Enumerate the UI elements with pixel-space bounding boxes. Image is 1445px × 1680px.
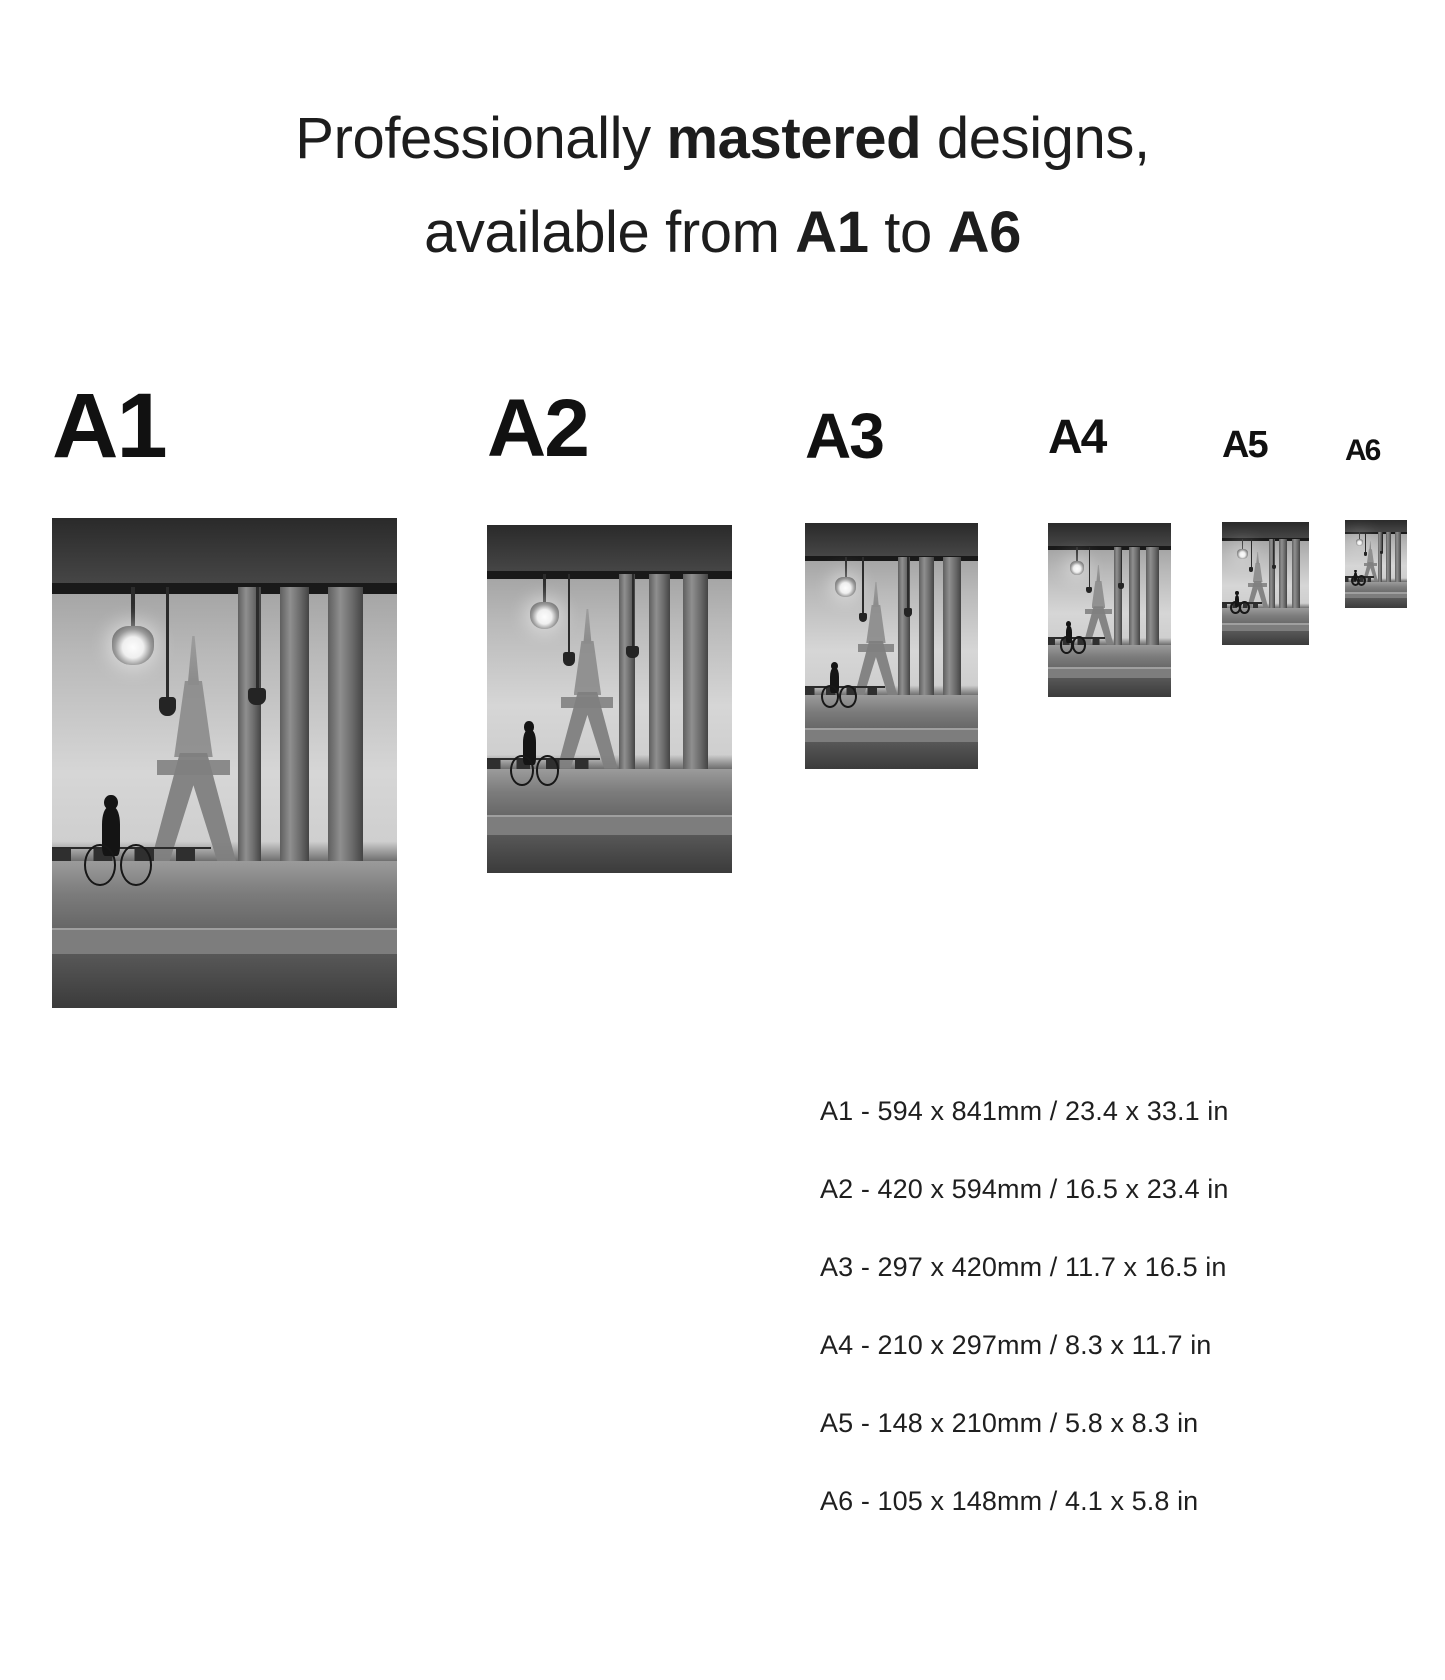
eiffel-tower (145, 636, 242, 861)
eiffel-tower-photo (1048, 523, 1171, 697)
bridge-pillar (1146, 547, 1158, 655)
headline-line-2 (0, 186, 1445, 280)
size-item-a4[interactable] (1048, 380, 1178, 720)
dimension-row-a3: A3 - 297 x 420mm / 11.7 x 16.5 in (820, 1252, 1227, 1282)
hanging-fixture (1273, 539, 1274, 566)
tower-middle (866, 605, 885, 643)
cyclist (1351, 572, 1363, 586)
tower-top (1096, 565, 1100, 583)
bridge-pillar (1279, 539, 1286, 615)
eiffel-tower-photo (805, 523, 978, 769)
dimension-row-a4: A4 - 210 x 297mm / 8.3 x 11.7 in (820, 1330, 1212, 1360)
bicycle-wheel (821, 685, 839, 708)
eiffel-tower-photo (487, 525, 732, 873)
size-item-a6[interactable] (1345, 380, 1415, 650)
bicycle-wheel (1072, 636, 1086, 653)
size-label-a4: A4 (1048, 411, 1106, 464)
bicycle-wheel (510, 755, 534, 786)
bridge-deck (52, 518, 397, 594)
bridge-deck (1222, 522, 1309, 541)
bridge-pillar (683, 574, 708, 790)
eiffel-tower-photo (52, 518, 397, 1008)
tower-middle (1367, 549, 1374, 563)
road-kerb (805, 728, 978, 742)
cyclist (1059, 626, 1084, 654)
bicycle-wheel (1060, 636, 1074, 653)
eiffel-tower (1081, 565, 1115, 645)
poster-preview-a6[interactable] (1345, 520, 1407, 608)
eiffel-tower (553, 609, 622, 769)
dimension-row-a1: A1 - 594 x 841mm / 23.4 x 33.1 in (820, 1096, 1229, 1126)
tower-top (188, 636, 200, 686)
bridge-pillar (328, 587, 363, 891)
hanging-fixture (907, 557, 909, 611)
bridge-pillar (280, 587, 309, 891)
bicycle-wheel (839, 685, 857, 708)
headline-text-bold-a1: A1 (795, 199, 869, 265)
lamp-cord (543, 574, 546, 605)
bridge-deck (487, 525, 732, 579)
size-label-a2: A2 (487, 383, 588, 474)
size-item-a5[interactable] (1222, 380, 1317, 680)
tower-middle (574, 641, 601, 695)
poster-preview-a2[interactable] (487, 525, 732, 873)
hanging-fixture (1121, 547, 1122, 585)
poster-preview-a1[interactable] (52, 518, 397, 1008)
tower-top (583, 609, 591, 644)
bridge-deck (805, 523, 978, 561)
bridge-pillar (1395, 532, 1401, 587)
size-label-a1: A1 (52, 375, 166, 477)
road-kerb (1222, 623, 1309, 631)
tower-top (1256, 552, 1259, 564)
tower-middle (1253, 563, 1263, 582)
size-label-a6: A6 (1345, 434, 1380, 467)
poster-preview-a5[interactable] (1222, 522, 1309, 645)
bridge-pillar (1129, 547, 1139, 655)
bridge-deck (1048, 523, 1171, 550)
cyclist (509, 730, 558, 786)
headline-text-2a: available from (424, 199, 796, 265)
size-label-a3: A3 (805, 400, 883, 472)
road-kerb (1048, 667, 1171, 678)
headline-text-1a: Professionally (295, 106, 667, 171)
tower-middle (1092, 581, 1106, 608)
size-item-a2[interactable] (487, 380, 747, 850)
page-title (0, 92, 1445, 280)
headline-text-1b: designs, (921, 106, 1150, 171)
cyclist (821, 668, 856, 707)
bicycle-wheel (536, 755, 560, 786)
road-kerb (1345, 592, 1407, 598)
poster-preview-a3[interactable] (805, 523, 978, 769)
eiffel-tower-photo (1345, 520, 1407, 608)
headline-text-bold-a6: A6 (947, 199, 1021, 265)
bridge-pillar (919, 557, 934, 710)
bridge-pillar (1292, 539, 1301, 615)
hanging-fixture (1382, 532, 1383, 551)
headline-text-2b: to (868, 199, 948, 265)
bicycle-wheel (84, 844, 116, 886)
eiffel-tower (852, 582, 900, 695)
tower-middle (174, 681, 213, 758)
poster-preview-a4[interactable] (1048, 523, 1171, 697)
size-item-a1[interactable] (52, 375, 402, 900)
eiffel-tower-photo (1222, 522, 1309, 645)
size-item-a3[interactable] (805, 380, 995, 780)
dimension-list (820, 1098, 1400, 1566)
road-kerb (52, 928, 397, 955)
size-label-a5: A5 (1222, 424, 1267, 466)
dimension-row-a6: A6 - 105 x 148mm / 4.1 x 5.8 in (820, 1486, 1199, 1516)
bridge-pillar (1386, 532, 1391, 587)
tower-top (1369, 541, 1371, 550)
bridge-pillar (943, 557, 960, 710)
cyclist (1230, 595, 1247, 615)
road-kerb (487, 815, 732, 834)
eiffel-tower (1245, 552, 1269, 609)
hanging-fixture (632, 574, 634, 651)
headline-text-bold-mastered: mastered (666, 106, 922, 171)
tower-top (873, 582, 879, 607)
dimension-row-a5: A5 - 148 x 210mm / 5.8 x 8.3 in (820, 1408, 1199, 1438)
lamp-cord (131, 587, 135, 631)
bicycle-wheel (120, 844, 152, 886)
bridge-pillar (649, 574, 670, 790)
hanging-fixture (256, 587, 259, 695)
headline-line-1 (0, 92, 1445, 186)
size-comparison-row (0, 375, 1445, 1080)
dimension-row-a2: A2 - 420 x 594mm / 16.5 x 23.4 in (820, 1174, 1229, 1204)
cyclist (83, 807, 152, 885)
